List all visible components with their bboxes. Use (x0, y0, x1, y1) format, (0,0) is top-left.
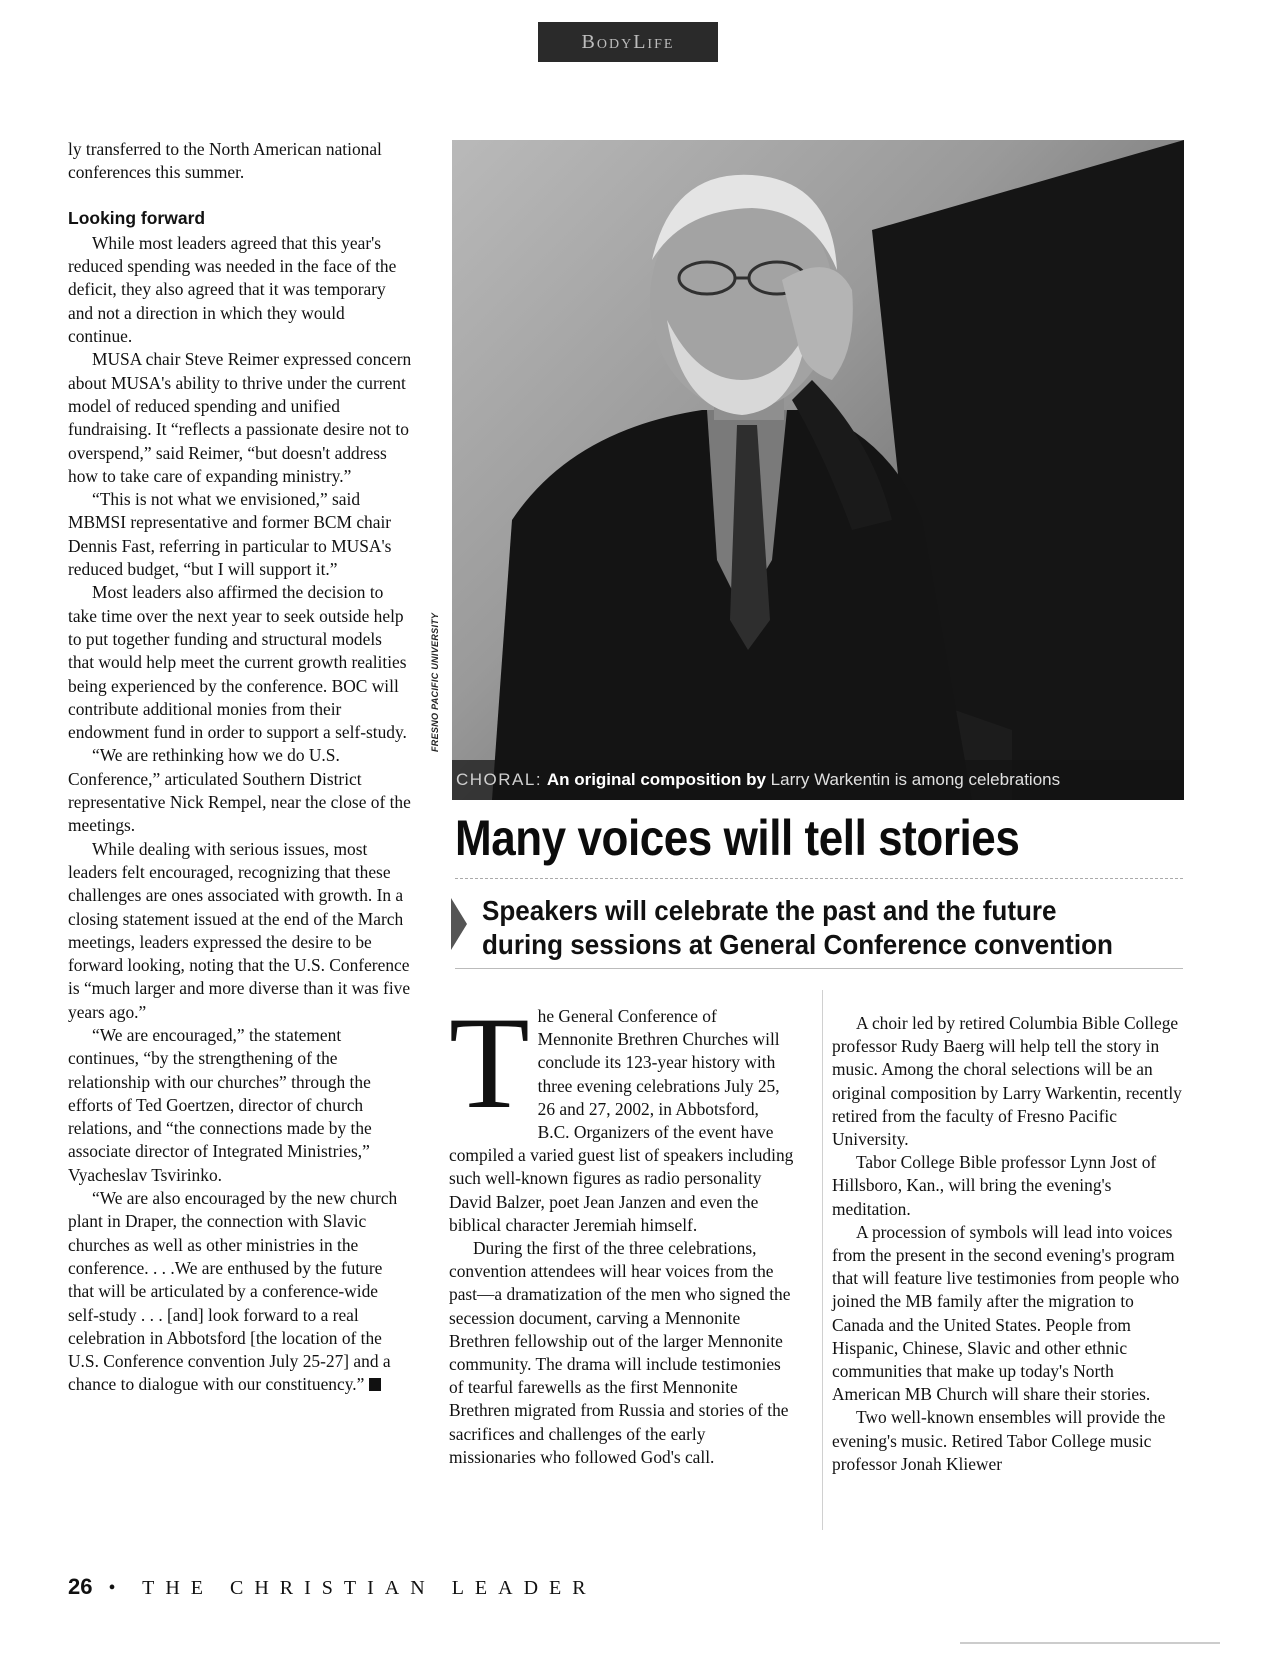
caption-kicker: CHORAL: (456, 770, 543, 789)
right-column (832, 1012, 1182, 1476)
drop-cap: T (449, 989, 530, 1136)
section-tab: BodyLife (538, 22, 718, 62)
caption-light: Larry Warkentin is among celebrations (770, 770, 1061, 789)
photo-man-at-piano (452, 140, 1184, 800)
folio-separator: • (108, 1577, 127, 1599)
photo-credit-text: FRESNO PACIFIC UNIVERSITY (430, 612, 440, 752)
body-paragraph: A choir led by retired Columbia Bible College professor Rudy Baerg will help tell the story in music. Among the choral selections will be an original composition by Larry Warkentin, recently retired from the faculty of Fresno Pacific University. (832, 1013, 1182, 1150)
page-folio (68, 1574, 597, 1600)
body-paragraph: While most leaders agreed that this year's reduced spending was needed in the face of the deficit, they also agreed that it was temporary and not a direction in which they would continue. (68, 232, 397, 347)
body-paragraph: “We are rethinking how we do U.S. Conference,” articulated Southern District representative Nick Rempel, near the close of the meetings. (68, 745, 411, 836)
end-mark-icon (369, 1378, 381, 1391)
middle-column (449, 989, 795, 1469)
body-paragraph: “We are encouraged,” the statement continues, “by the strengthening of the relationship with our churches” through the efforts of Ted Goertzen, director of church relations, and “the connections made by the associate director of Integrated Ministries,” Vyacheslav Tsvirinko. (68, 1024, 372, 1185)
photo-caption (452, 760, 1184, 800)
article-deck: Speakers will celebrate the past and the future during sessions at General Conference convention (482, 895, 1113, 960)
triangle-arrow-icon (451, 898, 467, 950)
body-paragraph: Most leaders also affirmed the decision to take time over the next year to seek outside help to put together funding and structural models that would help meet the current growth realities being experienced by the conference. BOC will contribute additional monies from their endowment fund in order to support a self-study. (68, 582, 407, 743)
subhead-looking-forward: Looking forward (68, 207, 206, 228)
body-paragraph: MUSA chair Steve Reimer expressed concern about MUSA's ability to thrive under the current model of reduced spending and unified fundraising. It “reflects a passionate desire not to overspend,” said Reimer, “but doesn't address how to take care of expanding ministry.” (68, 349, 412, 486)
body-paragraph: While dealing with serious issues, most leaders felt encouraged, recognizing that these challenges are ones associated with growth. In a closing statement issued at the end of the March meetings, leaders expressed the desire to be forward looking, noting that the U.S. Conference is “much larger and more diverse than it was five years ago.” (68, 838, 411, 1022)
lead-paragraph: he General Conference of Mennonite Brethren Churches will conclude its 123-year history with three evening celebrations July 25, 26 and 27, 2002, in Abbotsford, B.C. Organizers of the event have compiled a varied guest list of speakers including such well-known figures as radio personality David Balzer, poet Jean Janzen and even the biblical character Jeremiah himself. (449, 1006, 794, 1235)
page-number: 26 (68, 1574, 93, 1599)
publication-name: THE CHRISTIAN LEADER (142, 1577, 597, 1599)
column-divider (822, 990, 823, 1530)
body-paragraph: “This is not what we envisioned,” said MBMSI representative and former BCM chair Dennis Fast, referring in particular to MUSA's reduced budget, “but I will support it.” (68, 489, 392, 580)
body-paragraph: Two well-known ensembles will provide the evening's music. Retired Tabor College music professor Jonah Kliewer (832, 1407, 1166, 1474)
last-paragraph-text: “We are also encouraged by the new church plant in Draper, the connection with Slavic churches as well as other ministries in the conference. . . .We are enthused by the future that will be articulated by a conference-wide self-study . . . [and] look forward to a real celebration in Abbotsford [the location of the U.S. Conference convention July 25-27] and a chance to dialogue with our constituency.” (68, 1188, 398, 1395)
article-headline: Many voices will tell stories (455, 810, 1020, 866)
continued-paragraph: ly transferred to the North American national conferences this summer. (68, 139, 382, 183)
left-column (68, 138, 412, 1397)
photo-illustration (452, 140, 1184, 800)
body-paragraph: Tabor College Bible professor Lynn Jost of Hillsboro, Kan., will bring the evening's meditation. (832, 1152, 1157, 1219)
photo-credit (430, 612, 446, 752)
caption-strong: An original composition by (546, 770, 766, 789)
body-paragraph: A procession of symbols will lead into voices from the present in the second evening's program that will feature live testimonies from people who joined the MB family after the migration to Canada and the United States. People from Hispanic, Chinese, Slavic and other ethnic communities that make up today's North American MB Church will share their stories. (832, 1221, 1180, 1405)
body-paragraph-last (68, 1187, 412, 1397)
deck-rule (455, 968, 1183, 969)
headline-rule (455, 878, 1183, 879)
bottom-rule (960, 1642, 1220, 1644)
body-paragraph: During the first of the three celebrations, convention attendees will hear voices from the past—a dramatization of the men who signed the secession document, carving a Mennonite Brethren fellowship out of the larger Mennonite community. The drama will include testimonies of tearful farewells as the first Mennonite Brethren migrated from Russia and stories of the sacrifices and challenges of the early missionaries who followed God's call. (449, 1238, 791, 1467)
